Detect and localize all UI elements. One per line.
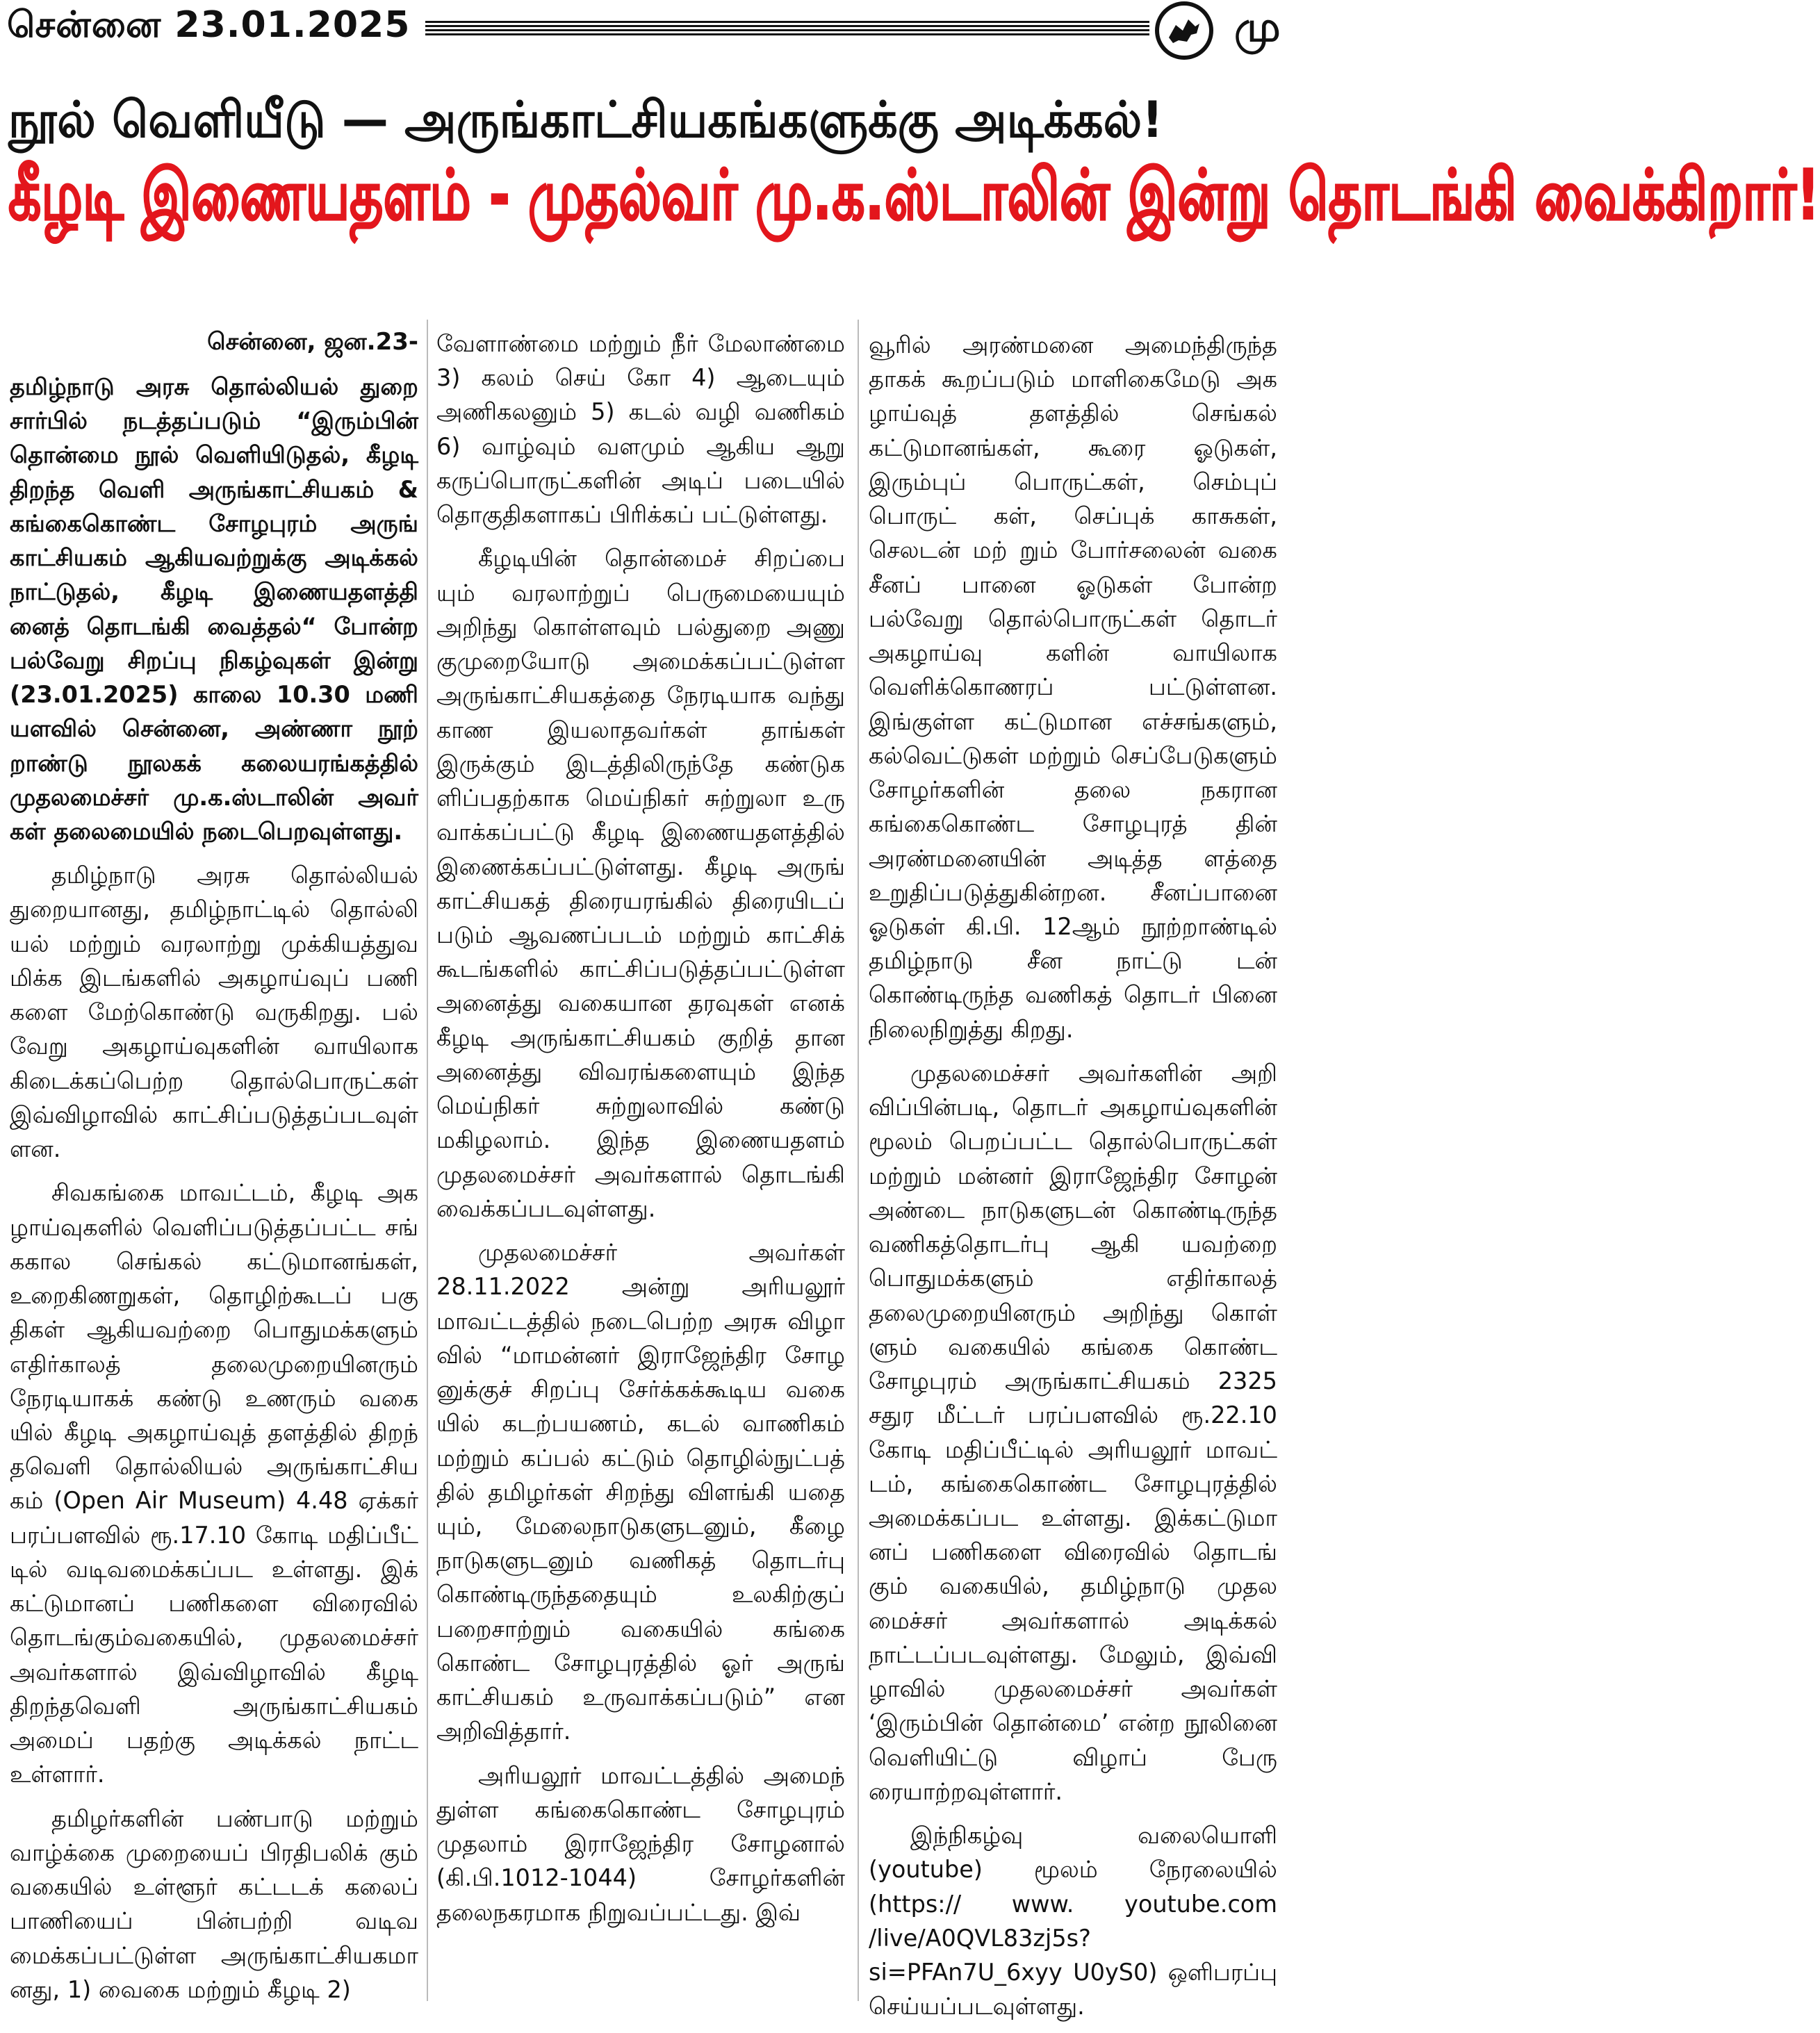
article-paragraph: இந்நிகழ்வு வலையொளி (youtube) மூலம் நேரலையில் (https:// www. youtube.com /live/A0QVL83zj5s? si=PFAn7U_6xyy U0yS0) ஒளிபரப்பு செய்யப்படவுள்ளது. xyxy=(869,1822,1277,2020)
column-divider xyxy=(427,320,428,2001)
article-paragraph: வூரில் அரண்மனை அமைந்திருந்த தாகக் கூறப்படும் மாளிகைமேடு அக ழாய்வுத் தளத்தில் செங்கல் கட்டுமானங்கள், கூரை ஓடுகள், இரும்புப் பொருட்கள், செம்புப் பொருட் கள், செப்புக் காசுகள், செலடன் மற் றும் போர்சலைன் வகை சீனப் பானை ஓடுகள் போன்ற பல்வேறு தொல்பொருட்கள் தொடர் அகழாய்வு களின் வாயிலாக வெளிக்கொணரப் பட்டுள்ளன. இங்குள்ள கட்டுமான எச்சங்களும், கல்வெட்டுகள் மற்றும் செப்பேடுகளும் சோழர்களின் தலை நகரான கங்கைகொண்ட சோழபுரத் தின் அரண்மனையின் அடித்த ளத்தை உறுதிப்படுத்துகின்றன. சீனப்பானை ஓடுகள் கி.பி. 12ஆம் நூற்றாண்டில் தமிழ்நாடு சீன நாட்டு டன் கொண்டிருந்த வணிகத் தொடர் பினை நிலைநிறுத்து கிறது. xyxy=(869,331,1277,1043)
paper-initial: மு xyxy=(1234,3,1281,51)
article-column-2 xyxy=(436,327,845,1939)
byline: சென்னை, ஜன.23- xyxy=(207,328,418,356)
headline-main: கீழடி இணையதளம் - முதல்வர் மு.க.ஸ்டாலின் இன்று தொடங்கி வைக்கிறார்! xyxy=(8,154,1820,236)
masthead xyxy=(0,0,1281,64)
article-paragraph: வேளாண்மை மற்றும் நீர் மேலாண்மை 3) கலம் செய் கோ 4) ஆடையும் அணிகலனும் 5) கடல் வழி வணிகம் 6) வாழ்வும் வளமும் ஆகிய ஆறு கருப்பொருட்களின் அடிப் படையில் தொகுதிகளாகப் பிரிக்கப் பட்டுள்ளது. xyxy=(436,330,845,529)
article-column-1 xyxy=(10,325,418,2016)
article-paragraph: முதலமைச்சர் அவர்களின் அறி விப்பின்படி, தொடர் அகழாய்வுகளின் மூலம் பெறப்பட்ட தொல்பொருட்கள் மற்றும் மன்னர் இராஜேந்திர சோழன் அண்டை நாடுகளுடன் கொண்டிருந்த வணிகத்தொடர்பு ஆகி யவற்றை பொதுமக்களும் எதிர்காலத் தலைமுறையினரும் அறிந்து கொள் ளும் வகையில் கங்கை கொண்ட சோழபுரம் அருங்காட்சியகம் 2325 சதுர மீட்டர் பரப்பளவில் ரூ.22.10 கோடி மதிப்பீட்டில் அரியலூர் மாவட் டம், கங்கைகொண்ட சோழபுரத்தில் அமைக்கப்பட உள்ளது. இக்கட்டுமா னப் பணிகளை விரைவில் தொடங் கும் வகையில், தமிழ்நாடு முதல மைச்சர் அவர்களால் அடிக்கல் நாட்டப்படவுள்ளது. மேலும், இவ்வி ழாவில் முதலமைச்சர் அவர்கள் ‘இரும்பின் தொன்மை’ என்ற நூலினை வெளியிட்டு விழாப் பேரு ரையாற்றவுள்ளார். xyxy=(869,1059,1277,1805)
article-paragraph: தமிழ்நாடு அரசு தொல்லியல் துறை சார்பில் நடத்தப்படும் “இரும்பின் தொன்மை நூல் வெளியிடுதல், கீழடி திறந்த வெளி அருங்காட்சியகம் & கங்கைகொண்ட சோழபுரம் அருங் காட்சியகம் ஆகியவற்றுக்கு அடிக்கல் நாட்டுதல், கீழடி இணையதளத்தி னைத் தொடங்கி வைத்தல்“ போன்ற பல்வேறு சிறப்பு நிகழ்வுகள் இன்று (23.01.2025) காலை 10.30 மணி யளவில் சென்னை, அண்ணா நூற் றாண்டு நூலகக் கலையரங்கத்தில் முதலமைச்சர் மு.க.ஸ்டாலின் அவர் கள் தலைமையில் நடைபெறவுள்ளது. xyxy=(10,372,418,846)
article-paragraph: கீழடியின் தொன்மைச் சிறப்பை யும் வரலாற்றுப் பெருமையையும் அறிந்து கொள்ளவும் பல்துறை அணு குமுறையோடு அமைக்கப்பட்டுள்ள அருங்காட்சியகத்தை நேரடியாக வந்து காண இயலாதவர்கள் தாங்கள் இருக்கும் இடத்திலிருந்தே கண்டுக ளிப்பதற்காக மெய்நிகர் சுற்றுலா உரு வாக்கப்பட்டு கீழடி இணையதளத்தில் இணைக்கப்பட்டுள்ளது. கீழடி அருங் காட்சியகத் திரையரங்கில் திரையிடப் படும் ஆவணப்படம் மற்றும் காட்சிக் கூடங்களில் காட்சிப்படுத்தப்பட்டுள்ள அனைத்து வகையான தரவுகள் எனக் கீழடி அருங்காட்சியகம் குறித் தான அனைத்து விவரங்களையும் இந்த மெய்நிகர் சுற்றுலாவில் கண்டு மகிழலாம். இந்த இணையதளம் முதலமைச்சர் அவர்களால் தொடங்கி வைக்கப்படவுள்ளது. xyxy=(436,545,845,1222)
masthead-rule xyxy=(425,21,1149,36)
column-divider xyxy=(858,320,859,2001)
article-paragraph: தமிழ்நாடு அரசு தொல்லியல் துறையானது, தமிழ்நாட்டில் தொல்லி யல் மற்றும் வரலாற்று முக்கியத்துவ மிக்க இடங்களில் அகழாய்வுப் பணி களை மேற்கொண்டு வருகிறது. பல் வேறு அகழாய்வுகளின் வாயிலாக கிடைக்கப்பெற்ற தொல்பொருட்கள் இவ்விழாவில் காட்சிப்படுத்தப்படவுள் ளன. xyxy=(10,862,418,1163)
article-paragraph: அரியலூர் மாவட்டத்தில் அமைந் துள்ள கங்கைகொண்ட சோழபுரம் முதலாம் இராஜேந்திர சோழனால் (கி.பி.1012-1044) சோழர்களின் தலைநகரமாக நிறுவப்பட்டது. இவ் xyxy=(436,1761,845,1926)
emblem-icon xyxy=(1155,1,1213,60)
article-paragraph: முதலமைச்சர் அவர்கள் 28.11.2022 அன்று அரியலூர் மாவட்டத்தில் நடைபெற்ற அரசு விழா வில் “மாமன்னர் இராஜேந்திர சோழ னுக்குச் சிறப்பு சேர்க்கக்கூடிய வகை யில் கடற்பயணம், கடல் வாணிகம் மற்றும் கப்பல் கட்டும் தொழில்நுட்பத் தில் தமிழர்கள் சிறந்து விளங்கி யதை யும், மேலைநாடுகளுடனும், கீழை நாடுகளுடனும் வணிகத் தொடர்பு கொண்டிருந்ததையும் உலகிற்குப் பறைசாற்றும் வகையில் கங்கை கொண்ட சோழபுரத்தில் ஓர் அருங் காட்சியகம் உருவாக்கப்படும்” என அறிவித்தார். xyxy=(436,1239,845,1745)
dateline: சென்னை 23.01.2025 xyxy=(7,4,411,46)
article-paragraph: சிவகங்கை மாவட்டம், கீழடி அக ழாய்வுகளில் வெளிப்படுத்தப்பட்ட சங் ககால செங்கல் கட்டுமானங்கள், உறைகிணறுகள், தொழிற்கூடப் பகு திகள் ஆகியவற்றை பொதுமக்களும் எதிர்காலத் தலைமுறையினரும் நேரடியாகக் கண்டு உணரும் வகை யில் கீழடி அகழாய்வுத் தளத்தில் திறந் தவெளி தொல்லியல் அருங்காட்சிய கம் (Open Air Museum) 4.48 ஏக்கர் பரப்பளவில் ரூ.17.10 கோடி மதிப்பீட் டில் வடிவமைக்கப்பட உள்ளது. இக் கட்டுமானப் பணிகளை விரைவில் தொடங்கும்வகையில், முதலமைச்சர் அவர்களால் இவ்விழாவில் கீழடி திறந்தவெளி அருங்காட்சியகம் அமைப் பதற்கு அடிக்கல் நாட்ட உள்ளார். xyxy=(10,1179,418,1788)
article-paragraph: தமிழர்களின் பண்பாடு மற்றும் வாழ்க்கை முறையைப் பிரதிபலிக் கும் வகையில் உள்ளூர் கட்டடக் கலைப் பாணியைப் பின்பற்றி வடிவ மைக்கப்பட்டுள்ள அருங்காட்சியகமா னது, 1) வைகை மற்றும் கீழடி 2) xyxy=(10,1804,418,2003)
article-column-3 xyxy=(869,328,1277,2033)
headline-secondary: நூல் வெளியீடு — அருங்காட்சியகங்களுக்கு அடிக்கல்! xyxy=(8,90,1163,149)
